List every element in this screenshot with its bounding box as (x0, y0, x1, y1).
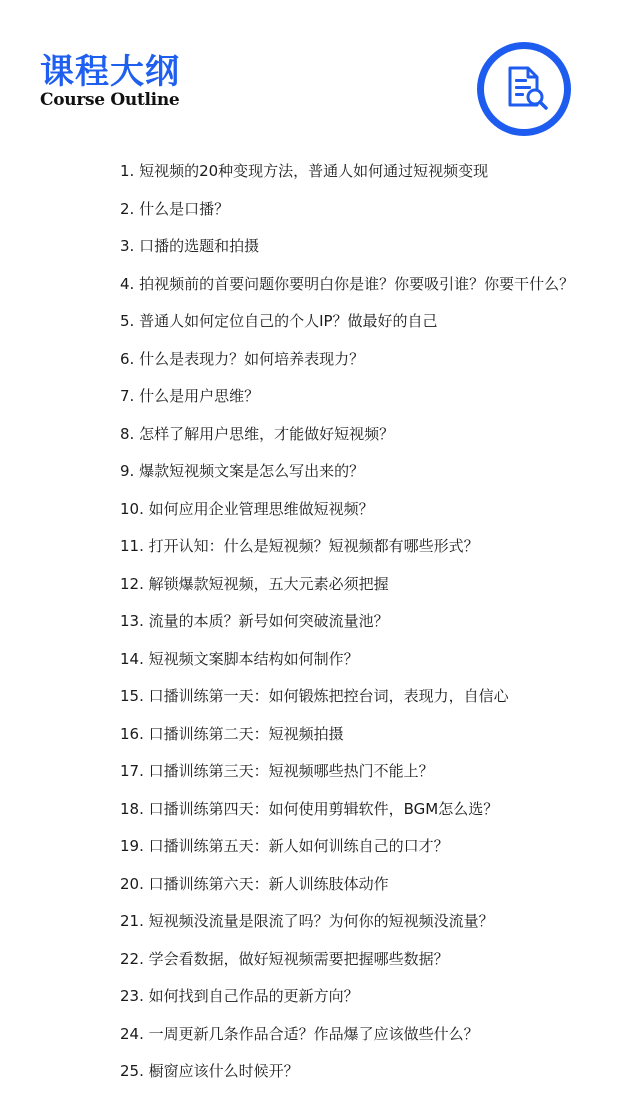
document-search-icon (477, 42, 571, 136)
outline-item: 6. 什么是表现力？如何培养表现力？ (120, 349, 365, 368)
outline-item: 20. 口播训练第六天：新人训练肢体动作 (120, 874, 389, 893)
document-line (515, 93, 524, 96)
outline-item: 17. 口播训练第三天：短视频哪些热门不能上？ (120, 762, 434, 780)
outline-item: 19. 口播训练第五天：新人如何训练自己的口才？ (120, 837, 449, 855)
outline-item: 3. 口播的选题和拍摄 (120, 237, 260, 255)
course-outline-list (120, 157, 574, 1095)
outline-item: 13. 流量的本质？新号如何突破流量池？ (120, 612, 389, 630)
outline-item: 1. 短视频的20种变现方法，普通人如何通过短视频变现 (120, 162, 489, 180)
outline-item: 25. 橱窗应该什么时候开？ (120, 1062, 299, 1080)
outline-item: 2. 什么是口播？ (120, 199, 230, 218)
outline-item: 5. 普通人如何定位自己的个人IP？做最好的自己 (120, 312, 438, 330)
outline-item: 12. 解锁爆款短视频，五大元素必须把握 (120, 574, 389, 593)
outline-item: 4. 拍视频前的首要问题你要明白你是谁？你要吸引谁？你要干什么？ (120, 274, 575, 293)
document-line (515, 79, 527, 82)
outline-item: 10. 如何应用企业管理思维做短视频？ (120, 499, 374, 518)
outline-item: 23. 如何找到自己作品的更新方向？ (120, 987, 359, 1005)
outline-item: 11. 打开认知：什么是短视频？短视频都有哪些形式？ (120, 537, 479, 555)
outline-item: 15. 口播训练第一天：如何锻炼把控台词，表现力，自信心 (120, 687, 509, 705)
outline-item: 24. 一周更新几条作品合适？作品爆了应该做些什么？ (120, 1024, 479, 1043)
outline-item: 21. 短视频没流量是限流了吗？为何你的短视频没流量？ (120, 912, 494, 930)
outline-item: 14. 短视频文案脚本结构如何制作？ (120, 649, 359, 668)
document-search-icon-graphic (477, 42, 571, 136)
course-title: 课程大纲 (40, 52, 180, 92)
outline-item: 7. 什么是用户思维？ (120, 387, 260, 405)
document-line (515, 86, 531, 89)
course-subtitle: Course Outline (40, 90, 180, 110)
outline-item: 8. 怎样了解用户思维，才能做好短视频？ (120, 424, 395, 443)
outline-item: 18. 口播训练第四天：如何使用剪辑软件，BGM怎么选？ (120, 799, 499, 818)
outline-item: 22. 学会看数据，做好短视频需要把握哪些数据？ (120, 949, 449, 968)
outline-item: 16. 口播训练第二天：短视频拍摄 (120, 724, 344, 743)
outline-item: 9. 爆款短视频文案是怎么写出来的？ (120, 462, 365, 480)
